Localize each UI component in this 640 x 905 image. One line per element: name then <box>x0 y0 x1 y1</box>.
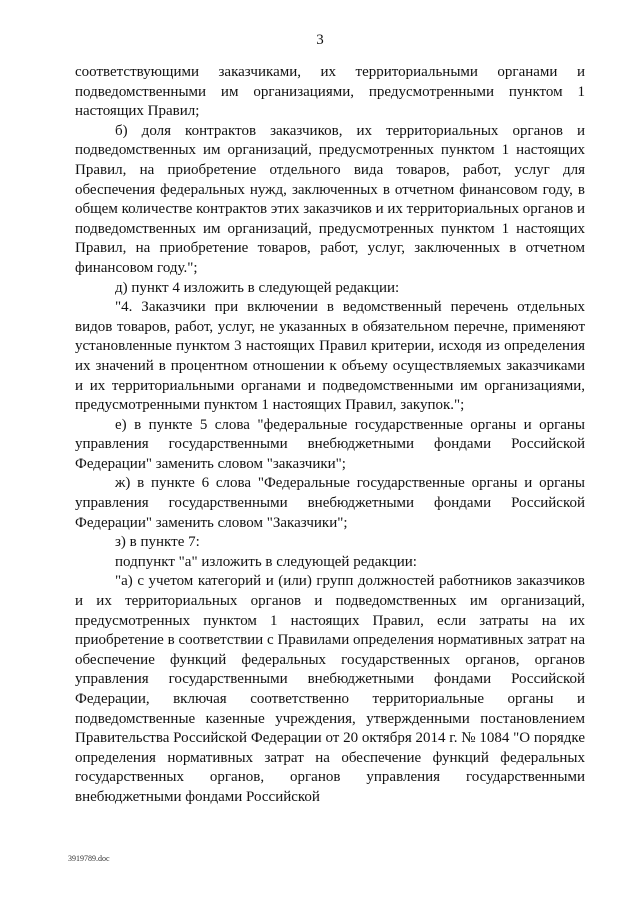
document-body <box>75 63 585 808</box>
paragraph-item-d: д) пункт 4 изложить в следующей редакции: <box>115 279 400 296</box>
paragraph-item-b: б) доля контрактов заказчиков, их территориальных органов и подведомственных им организаций, предусмотренных пунктом 1 настоящих Правил, на приобретение отдельного вида товаров, работ, услуг для обеспечения федеральных нужд, заключенных в отчетном финансовом году, в общем количестве контрактов этих заказчиков и их территориальных органов и подведомственных им организаций, предусмотренных пунктом 1 настоящих Правил, на приобретение товаров, работ, услуг, заключенных в отчетном финансовом году."; <box>75 122 585 276</box>
paragraph-subitem-a-text: "а) с учетом категорий и (или) групп должностей работников заказчиков и их территориальных органов и подведомственных им организаций, предусмотренных пунктом 1 настоящих Правил, если затраты на их приобретение в соответствии с Правилами определения нормативных затрат на обеспечение функций федеральных государственных органов, органов управления государственными внебюджетными фондами Российской Федерации, включая соответственно территориальные органы и подведомственные казенные учреждения, утвержденными постановлением Правительства Российской Федерации от 20 октября 2014 г. № 1084 "О порядке определения нормативных затрат на обеспечение функций федеральных государственных органов, органов управления государственными внебюджетными фондами Российской <box>75 573 585 805</box>
paragraph-item-e: е) в пункте 5 слова "федеральные государственные органы и органы управления государственными внебюджетными фондами Российской Федерации" заменить словом "заказчики"; <box>75 416 585 472</box>
paragraph-item-zh: ж) в пункте 6 слова "Федеральные государственные органы и органы управления государственными внебюджетными фондами Российской Федерации" заменить словом "Заказчики"; <box>75 475 585 531</box>
page-number: 3 <box>316 32 324 48</box>
paragraph-point-4-text: "4. Заказчики при включении в ведомственный перечень отдельных видов товаров, работ, услуг, не указанных в обязательном перечне, применяют установленные пунктом 3 настоящих Правил критерии, исходя из определения их значений в процентном отношении к объему осуществляемых заказчиками и их территориальными органами и подведомственными им организациями, предусмотренными пунктом 1 настоящих Правил, закупок."; <box>75 299 585 414</box>
paragraph-item-z: з) в пункте 7: <box>115 534 200 551</box>
paragraph-continuation: соответствующими заказчиками, их территориальными органами и подведомственными им организациями, предусмотренными пунктом 1 настоящих Правил; <box>75 64 585 120</box>
paragraph-subitem-a-intro: подпункт "а" изложить в следующей редакции: <box>115 553 417 570</box>
document-file-id: 3919789.doc <box>68 854 110 863</box>
